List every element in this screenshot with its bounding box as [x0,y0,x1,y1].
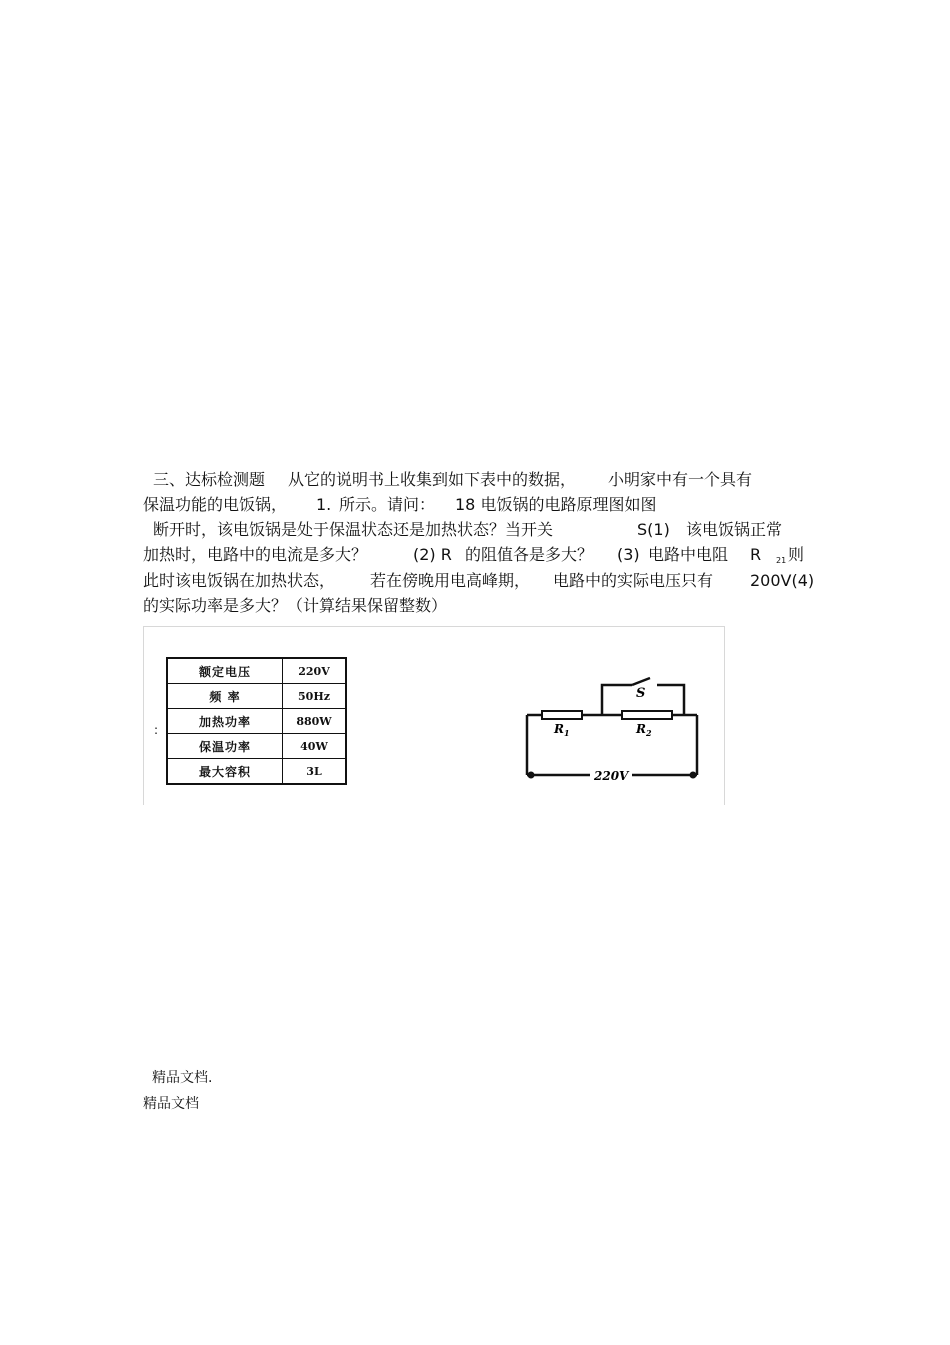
voltage-label: 220V [594,769,629,783]
spec-value: 3L [283,759,347,785]
resistor-r2 [622,711,672,719]
problem-text: 小明家中有一个具有 [608,470,753,489]
r2-letter: R [636,722,646,736]
terminal-right [690,772,697,779]
problem-text: 所示。请问： [339,495,436,514]
switch-label: S [636,686,646,701]
footer-watermark-1: 精品文档. [152,1070,213,1086]
problem-text: 保温功能的电饭锅， [143,495,288,514]
spec-value: 50Hz [283,684,347,709]
table-row [167,658,346,684]
section-heading: 三、达标检测题 [153,470,266,489]
problem-text: 1. [316,495,332,514]
spec-label: 加热功率 [167,709,283,734]
table-row [167,709,346,734]
table-row [167,734,346,759]
spec-label: 保温功率 [167,734,283,759]
figure-mark: : [154,723,159,737]
problem-text: 的阻值各是多大？ [465,545,594,564]
spec-value: 880W [283,709,347,734]
circuit-diagram [522,675,707,785]
problem-text: 的实际功率是多大？（计算结果保留整数） [143,596,448,615]
problem-text: R [750,545,762,564]
spec-value: 40W [283,734,347,759]
problem-text: 18 电饭锅的电路原理图如图 [455,495,657,514]
problem-text: 电路中电阻 [648,545,729,564]
figure-panel [143,626,725,805]
problem-text: S(1) [637,520,670,539]
spec-table [166,657,347,785]
problem-text: 断开时，该电饭锅是处于保温状态还是加热状态？当开关 [153,520,554,539]
problem-text: 该电饭锅正常 [686,520,783,539]
r1-letter: R [554,722,564,736]
problem-subscript: 21 [776,556,787,565]
problem-text: 若在傍晚用电高峰期， [370,571,531,590]
table-row [167,684,346,709]
r2-label [635,722,652,738]
problem-text: 此时该电饭锅在加热状态， [143,571,336,590]
r2-subscript: 2 [645,728,652,738]
problem-text: 200V(4) [750,571,815,590]
spec-label: 最大容积 [167,759,283,785]
problem-text: 则 [788,545,805,564]
resistor-r1 [542,711,582,719]
r1-label [553,722,570,738]
spec-value: 220V [283,658,347,684]
problem-text: (2) R [413,545,452,564]
spec-label: 额定电压 [167,658,283,684]
table-row [167,759,346,785]
terminal-left [528,772,535,779]
problem-text: (3) [617,545,640,564]
r1-subscript: 1 [563,728,570,738]
problem-text: 电路中的实际电压只有 [553,571,714,590]
problem-text: 加热时，电路中的电流是多大？ [143,545,368,564]
spec-label: 频 率 [167,684,283,709]
footer-watermark-2: 精品文档 [143,1096,199,1112]
problem-text: 从它的说明书上收集到如下表中的数据， [288,470,577,489]
switch-blade [632,678,650,685]
